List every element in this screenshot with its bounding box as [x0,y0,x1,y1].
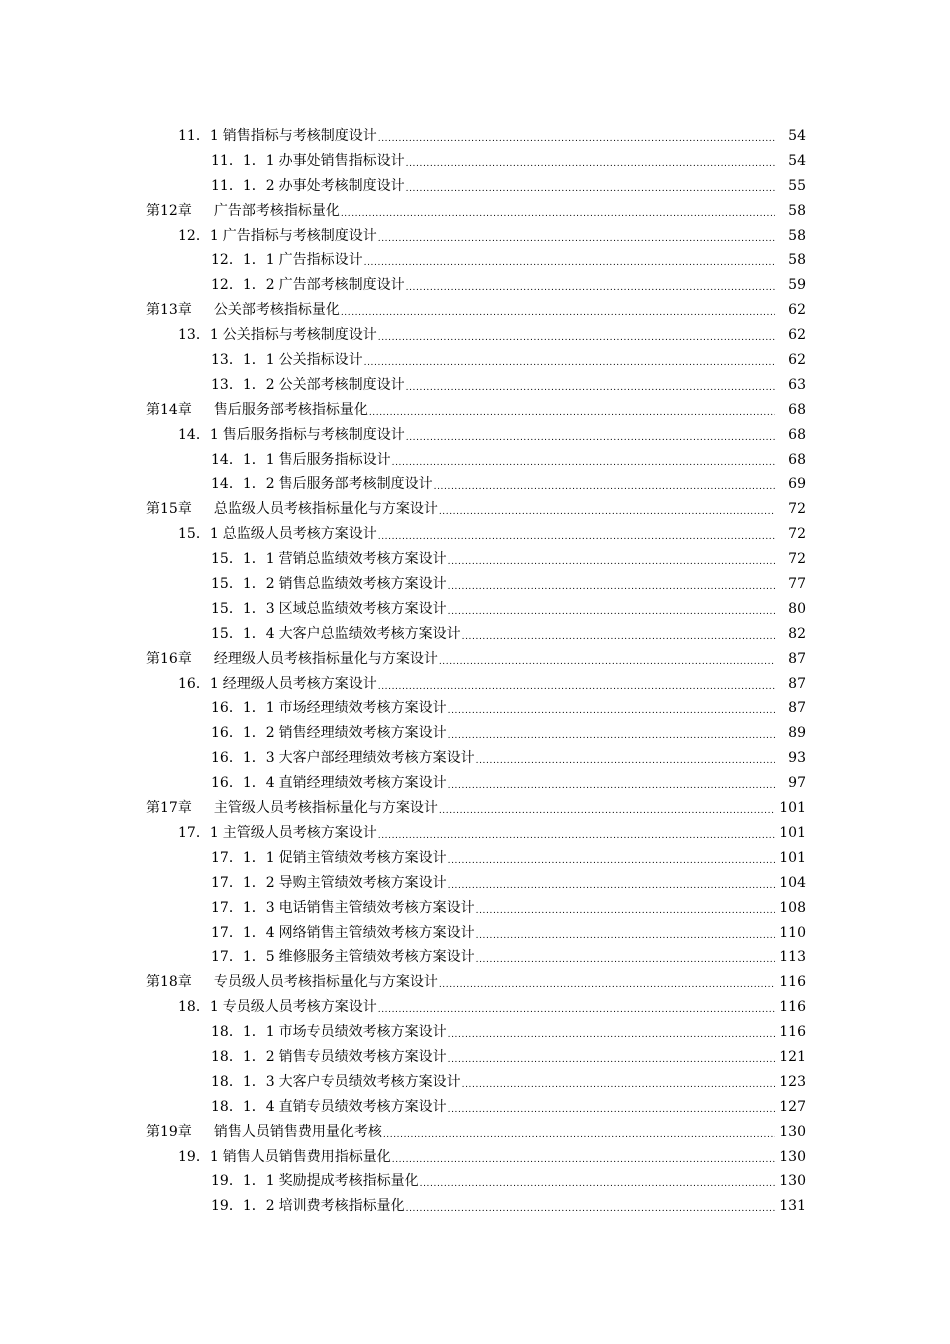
toc-entry-text [146,398,368,423]
toc-page-number: 130 [779,1148,806,1165]
toc-entry-title: 售后服务指标设计 [278,451,391,468]
toc-page-number: 121 [779,1048,806,1065]
toc-entry-text [211,1169,419,1194]
toc-entry-number: 第14章 [146,401,192,418]
toc-chapter-entry[interactable] [0,497,950,522]
toc-entry-number: 15．1．4 [211,625,275,642]
toc-entry-title: 公关指标设计 [278,352,363,369]
toc-entry-text [211,871,447,896]
toc-page-number: 87 [788,700,806,717]
toc-page-number: 62 [788,302,806,319]
toc-entry-title: 直销经理绩效考核方案设计 [278,775,447,792]
toc-chapter-entry[interactable] [0,298,950,323]
toc-entry-text [146,298,340,323]
toc-subsection-entry[interactable] [0,149,950,174]
toc-subsection-entry[interactable] [0,696,950,721]
toc-entry-text [178,323,377,348]
toc-subsection-entry[interactable] [0,896,950,921]
toc-subsection-entry[interactable] [0,547,950,572]
toc-page-number: 72 [788,526,806,543]
toc-entry-title: 广告指标设计 [278,252,363,269]
toc-entry-title: 促销主管绩效考核方案设计 [278,849,447,866]
toc-page-number: 108 [779,899,806,916]
toc-subsection-entry[interactable] [0,1070,950,1095]
toc-subsection-entry[interactable] [0,348,950,373]
toc-entry-title: 公关指标与考核制度设计 [222,327,377,344]
toc-entry-number: 第13章 [146,302,192,319]
toc-entry-text [211,248,363,273]
toc-page-number: 82 [788,625,806,642]
toc-entry-number: 15．1．3 [211,600,275,617]
toc-chapter-entry[interactable] [0,199,950,224]
toc-entry-text [211,696,447,721]
toc-entry-number: 14．1．2 [211,476,275,493]
toc-entry-title: 售后服务指标与考核制度设计 [222,426,405,443]
toc-entry-number: 19．1 [178,1148,219,1165]
toc-entry-text [211,771,447,796]
toc-page-number: 80 [788,600,806,617]
toc-entry-number: 第17章 [146,800,192,817]
toc-entry-title: 培训费考核指标量化 [278,1198,405,1215]
toc-subsection-entry[interactable] [0,174,950,199]
toc-entry-number: 18．1．3 [211,1073,275,1090]
toc-entry-number: 17．1 [178,824,219,841]
toc-subsection-entry[interactable] [0,472,950,497]
toc-entry-number: 第12章 [146,202,192,219]
table-of-contents [0,124,950,1219]
toc-entry-title: 导购主管绩效考核方案设计 [278,874,447,891]
toc-page-number: 104 [779,874,806,891]
toc-entry-number: 16．1．1 [211,700,275,717]
toc-chapter-entry[interactable] [0,398,950,423]
toc-page-number: 54 [788,128,806,144]
toc-entry-number: 14．1 [178,426,219,443]
toc-page-number: 116 [779,974,806,991]
toc-subsection-entry[interactable] [0,448,950,473]
toc-subsection-entry[interactable] [0,622,950,647]
toc-entry-number: 13．1．1 [211,352,275,369]
toc-entry-text [211,572,447,597]
toc-entry-text [178,423,405,448]
toc-section-entry[interactable] [0,995,950,1020]
toc-page-number: 58 [788,202,806,219]
toc-entry-text [211,373,405,398]
toc-page-number: 59 [788,277,806,294]
toc-entry-text [178,672,377,697]
toc-subsection-entry[interactable] [0,1020,950,1045]
toc-entry-title: 办事处考核制度设计 [278,177,405,194]
toc-entry-text [211,1070,461,1095]
toc-subsection-entry[interactable] [0,273,950,298]
toc-entry-number: 14．1．1 [211,451,275,468]
toc-section-entry[interactable] [0,672,950,697]
toc-entry-text [211,1095,447,1120]
toc-entry-title: 售后服务部考核制度设计 [278,476,433,493]
toc-entry-text [178,522,377,547]
toc-entry-number: 19．1．1 [211,1173,275,1190]
toc-entry-number: 15．1 [178,526,219,543]
toc-subsection-entry[interactable] [0,771,950,796]
toc-section-entry[interactable] [0,124,950,149]
toc-page-number: 116 [779,1024,806,1041]
toc-section-entry[interactable] [0,224,950,249]
toc-page-number: 101 [779,800,806,817]
toc-entry-title: 总监级人员考核指标量化与方案设计 [213,501,438,518]
toc-subsection-entry[interactable] [0,846,950,871]
toc-entry-title: 广告指标与考核制度设计 [222,227,377,244]
toc-entry-number: 11．1．2 [211,177,275,194]
toc-page-number: 113 [779,949,806,966]
toc-entry-title: 经理级人员考核指标量化与方案设计 [213,650,438,667]
toc-entry-text [211,174,405,199]
toc-entry-text [211,896,475,921]
toc-entry-text [211,273,405,298]
toc-entry-text [146,497,438,522]
toc-entry-title: 市场专员绩效考核方案设计 [278,1024,447,1041]
toc-entry-text [211,622,461,647]
toc-entry-text [178,821,377,846]
toc-page-number: 62 [788,327,806,344]
toc-page-number: 77 [788,576,806,593]
toc-subsection-entry[interactable] [0,746,950,771]
toc-page-number: 58 [788,227,806,244]
toc-entry-text [211,1194,405,1219]
toc-subsection-entry[interactable] [0,1045,950,1070]
toc-page-number: 72 [788,551,806,568]
toc-subsection-entry[interactable] [0,871,950,896]
toc-entry-number: 12．1．2 [211,277,275,294]
toc-entry-text [211,1045,447,1070]
toc-entry-title: 销售经理绩效考核方案设计 [278,725,447,742]
toc-entry-number: 11．1．1 [211,152,275,169]
toc-entry-text [211,945,475,970]
toc-entry-number: 17．1．1 [211,849,275,866]
toc-page-number: 97 [788,775,806,792]
toc-page-number: 101 [779,849,806,866]
toc-page-number: 63 [788,376,806,393]
toc-section-entry[interactable] [0,323,950,348]
toc-page-number: 62 [788,352,806,369]
toc-page-number: 68 [788,451,806,468]
toc-subsection-entry[interactable] [0,597,950,622]
toc-page-number: 54 [788,152,806,169]
toc-entry-number: 18．1．1 [211,1024,275,1041]
toc-entry-title: 市场经理绩效考核方案设计 [278,700,447,717]
toc-subsection-entry[interactable] [0,921,950,946]
toc-entry-text [178,1145,391,1170]
toc-entry-number: 13．1．2 [211,376,275,393]
toc-entry-number: 第19章 [146,1123,192,1140]
toc-subsection-entry[interactable] [0,248,950,273]
toc-entry-title: 专员级人员考核方案设计 [222,999,377,1016]
toc-chapter-entry[interactable] [0,647,950,672]
toc-entry-title: 总监级人员考核方案设计 [222,526,377,543]
toc-entry-title: 销售人员销售费用指标量化 [222,1148,391,1165]
toc-dot-leader [406,1197,775,1222]
toc-chapter-entry[interactable] [0,796,950,821]
toc-page-number: 68 [788,426,806,443]
toc-entry-text [211,921,475,946]
toc-page-number: 131 [779,1198,806,1215]
toc-entry-number: 13．1 [178,327,219,344]
toc-entry-text [211,1020,447,1045]
toc-entry-number: 17．1．4 [211,924,275,941]
toc-section-entry[interactable] [0,1145,950,1170]
toc-entry-title: 主管级人员考核指标量化与方案设计 [213,800,438,817]
toc-page-number: 93 [788,750,806,767]
toc-entry-number: 12．1 [178,227,219,244]
toc-entry-number: 16．1．3 [211,750,275,767]
toc-entry-number: 15．1．1 [211,551,275,568]
toc-entry-text [146,970,438,995]
toc-entry-text [211,721,447,746]
toc-page-number: 68 [788,401,806,418]
toc-page-number: 123 [779,1073,806,1090]
toc-entry-title: 广告部考核制度设计 [278,277,405,294]
toc-entry-text [211,149,405,174]
toc-entry-text [211,746,475,771]
toc-page-number: 130 [779,1173,806,1190]
toc-entry-number: 17．1．5 [211,949,275,966]
toc-entry-title: 售后服务部考核指标量化 [213,401,368,418]
toc-subsection-entry[interactable] [0,373,950,398]
toc-entry-title: 专员级人员考核指标量化与方案设计 [213,974,438,991]
toc-entry-text [211,597,447,622]
toc-entry-title: 销售人员销售费用量化考核 [213,1123,382,1140]
toc-entry-title: 办事处销售指标设计 [278,152,405,169]
toc-entry-text [146,1120,382,1145]
toc-page-number: 130 [779,1123,806,1140]
toc-subsection-entry[interactable] [0,572,950,597]
toc-page-number: 58 [788,252,806,269]
toc-entry-title: 维修服务主管绩效考核方案设计 [278,949,475,966]
toc-subsection-entry[interactable] [0,1194,950,1219]
toc-entry-title: 销售指标与考核制度设计 [222,128,377,144]
toc-entry-number: 16．1．2 [211,725,275,742]
toc-entry-title: 大客户部经理绩效考核方案设计 [278,750,475,767]
toc-entry-number: 17．1．2 [211,874,275,891]
toc-page-number: 87 [788,650,806,667]
toc-entry-title: 奖励提成考核指标量化 [278,1173,419,1190]
toc-entry-title: 直销专员绩效考核方案设计 [278,1098,447,1115]
toc-entry-title: 电话销售主管绩效考核方案设计 [278,899,475,916]
toc-entry-title: 营销总监绩效考核方案设计 [278,551,447,568]
toc-entry-text [178,995,377,1020]
toc-entry-title: 销售总监绩效考核方案设计 [278,576,447,593]
toc-entry-title: 广告部考核指标量化 [213,202,340,219]
toc-entry-number: 18．1 [178,999,219,1016]
toc-entry-text [146,647,438,672]
toc-page-number: 72 [788,501,806,518]
toc-entry-number: 第16章 [146,650,192,667]
toc-page-number: 101 [779,824,806,841]
toc-entry-title: 区域总监绩效考核方案设计 [278,600,447,617]
toc-entry-text [211,448,391,473]
toc-entry-title: 销售专员绩效考核方案设计 [278,1048,447,1065]
toc-entry-title: 公关部考核指标量化 [213,302,340,319]
toc-entry-title: 经理级人员考核方案设计 [222,675,377,692]
toc-entry-number: 12．1．1 [211,252,275,269]
toc-entry-text [178,124,377,149]
toc-entry-text [211,472,433,497]
toc-subsection-entry[interactable] [0,945,950,970]
toc-page-number: 89 [788,725,806,742]
toc-entry-number: 11．1 [178,128,219,144]
toc-section-entry[interactable] [0,423,950,448]
toc-entry-title: 网络销售主管绩效考核方案设计 [278,924,475,941]
toc-entry-number: 19．1．2 [211,1198,275,1215]
toc-entry-number: 18．1．4 [211,1098,275,1115]
toc-entry-text [211,348,363,373]
toc-page-number: 110 [779,924,806,941]
toc-page-number: 69 [788,476,806,493]
toc-entry-text [178,224,377,249]
toc-page-number: 87 [788,675,806,692]
toc-entry-number: 18．1．2 [211,1048,275,1065]
toc-entry-title: 主管级人员考核方案设计 [222,824,377,841]
toc-entry-number: 15．1．2 [211,576,275,593]
toc-entry-title: 公关部考核制度设计 [278,376,405,393]
toc-subsection-entry[interactable] [0,1095,950,1120]
toc-entry-number: 第15章 [146,501,192,518]
toc-entry-text [211,846,447,871]
toc-page-number: 55 [788,177,806,194]
toc-entry-number: 17．1．3 [211,899,275,916]
toc-entry-text [146,796,438,821]
toc-entry-number: 16．1 [178,675,219,692]
toc-chapter-entry[interactable] [0,970,950,995]
toc-entry-number: 第18章 [146,974,192,991]
toc-section-entry[interactable] [0,522,950,547]
toc-entry-title: 大客户专员绩效考核方案设计 [278,1073,461,1090]
toc-page-number: 127 [779,1098,806,1115]
toc-page-number: 116 [779,999,806,1016]
toc-subsection-entry[interactable] [0,721,950,746]
toc-chapter-entry[interactable] [0,1120,950,1145]
toc-entry-text [211,547,447,572]
toc-entry-text [146,199,340,224]
toc-entry-number: 16．1．4 [211,775,275,792]
toc-entry-title: 大客户总监绩效考核方案设计 [278,625,461,642]
toc-section-entry[interactable] [0,821,950,846]
toc-subsection-entry[interactable] [0,1169,950,1194]
